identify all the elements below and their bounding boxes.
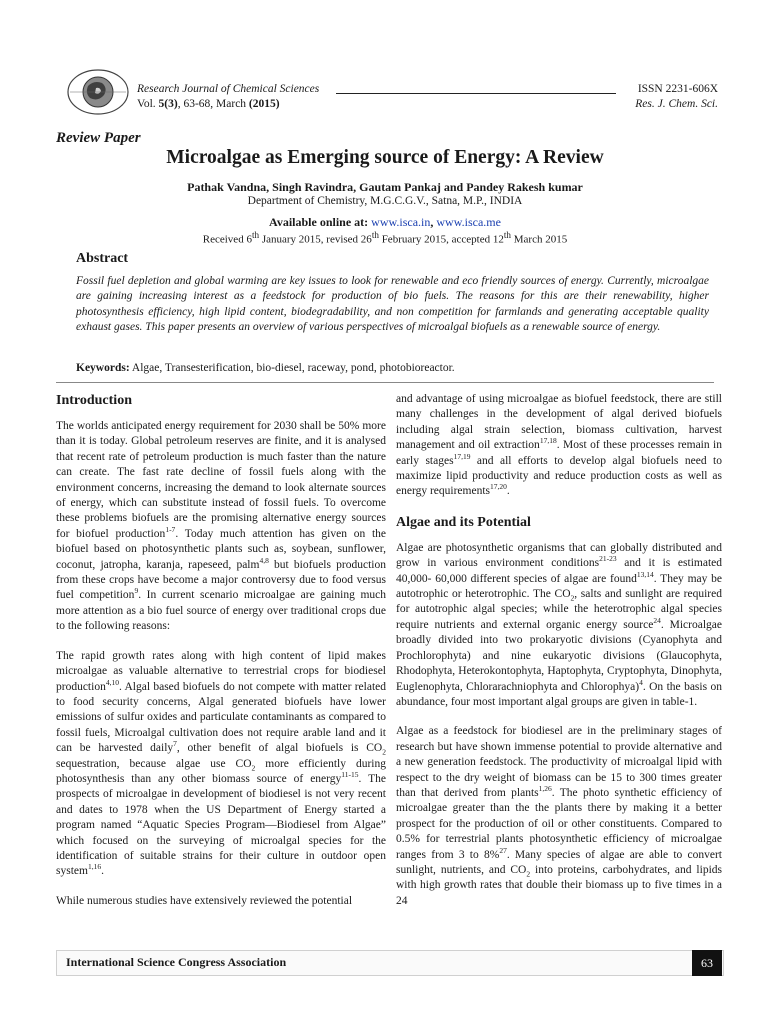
paper-title: Microalgae as Emerging source of Energy: A Review bbox=[166, 147, 604, 168]
url-link-in[interactable]: www.isca.in bbox=[371, 215, 431, 229]
journal-header-left bbox=[137, 82, 477, 112]
abstract-heading: Abstract bbox=[76, 251, 129, 266]
affiliation: Department of Chemistry, M.G.C.G.V., Satna, M.P., INDIA bbox=[247, 195, 523, 207]
intro-paragraph-1: The worlds anticipated energy requirement for 2030 shall be 50% more than it is today. Global petroleum reserves are finite, and it is analysed that recent rate of petroleum production is much faster than the nature can create. The fast rate decline of fossil fuels along with the environment concerns, increasing the demand to look alternate sources of energy, which can substitute instead of fossil fuels. To overcome these problems biofuels are the promising alternative energy sources for biofuel production$^{1-7}$. Today much attention has given on the biofuel based on photosynthetic plants such as, soybean, sunflower, coconut, jatropha, karanja, rapeseed, palm$^{4,8}$ but biofuels production from these crops have become a major controversy due to food versus fuel competition$^9$. In current scenario microalgae are gaining much more attention as a bio fuel source of energy over traditional crops due to the following reasons: bbox=[56, 420, 386, 633]
section-divider bbox=[56, 382, 714, 383]
accepted-sup: th bbox=[503, 230, 511, 240]
journal-header-right bbox=[498, 82, 718, 112]
abstract-text: Fossil fuel depletion and global warming are key issues to look for renewable and eco friendly sources of energy. Currently, microalgae are gaining increasing interest as a feedstock for production of bio fuels. The reasons for this are their renewability, higher photosynthesis efficiency, high lipid content, biodegradability, and non competition for farmlands and generating acceptable quality exhaust gases. This paper presents an overview of various perspectives of microalgal biofuels as a renewable source of energy. bbox=[76, 275, 709, 334]
right-paragraph-2: Algae are photosynthetic organisms that can globally distributed and grow in various environment conditions$^{21-23}$ and it is estimated 40,000- 60,000 different species of algae are found$^{13,14}$. They may be autotrophic or heterotrophic. The $CO_2$, salts and sunlight are required for autotrophic algal species; while the heterotrophic algal species require nutrients and external organic energy source$^{24}$. Microalgae broadly divided into two prokaryotic divisions (Cyanophyta and Prochlorophyta) and nine eukaryotic divisions (Glaucophyta, Rhodophyta, Heterokontophyta, Haptophyta, Cryptophyta, Dinophyta, Euglenophyta, Chlorarachniophyta and Chlorophya)$^4$. On the basis on abundance, four most important algal groups are given in table-1. bbox=[396, 541, 723, 708]
received-sup: th bbox=[251, 230, 260, 240]
accepted-date: March 2015 bbox=[511, 233, 568, 246]
pages: , 63-68, March bbox=[177, 98, 249, 110]
received-dates bbox=[0, 230, 770, 246]
issn: ISSN 2231-606X bbox=[637, 83, 718, 95]
right-paragraph-3: Algae as a feedstock for biodiesel are in the preliminary stages of research but have shown immense potential to provide alternative and a new generation feedstock. The productivity of microalgal lipid with respect to the dry weight of biomass can be 15 to 300 times greater than that derived from plants$^{1,26}$. The photo synthetic efficiency of microalgae greater than the the plants there by making it a better prospect for the production of oil or other constituents. Compared to 0.5% for terrestrial plants photosynthetic efficiency of microalgae ranges from 3 to 8%$^{27}$. Many species of algae are able to convert sunlight, nutrients, and $CO_2$ into proteins, carbohydrates, and lipids with high growth rates that double their biomass up to five times in a 24 bbox=[396, 725, 722, 907]
url-link-me[interactable]: www.isca.me bbox=[436, 215, 501, 229]
right-column bbox=[396, 392, 722, 923]
volume: 5(3) bbox=[158, 98, 178, 110]
available-label: Available online at: bbox=[269, 215, 372, 229]
year: (2015) bbox=[248, 98, 280, 110]
received-text: Received 6 bbox=[202, 233, 252, 246]
algae-potential-heading: Algae and its Potential bbox=[396, 514, 531, 530]
intro-paragraph-2: The rapid growth rates along with high content of lipid makes microalgae as valuable alternative to terrestrial crops for biodiesel production$^{4,10}$. Algal based biofuels do not compete with matter related to food security concerns, Algal generated biofuels have lower emissions of sulfur oxides and particulate contaminants as compared to fossil fuels, Microalgal cultivation does not require arable land and it can be harvested daily$^7$, other benefit of algal biofuels is $CO_2$ sequestration, because algae use $CO_2$ more efficiently during photosynthesis than any other biomass source of energy$^{11-15}$. The prospects of microalgae in development of biodiesel is not very recent and dates to 1978 when the US Department of Energy started a program named “Aquatic Species Program—Biodiesel from Algae” which focused on the surveying of microalgal species for the identification of suitable strains for their culture in outdoor open system$^{1,16}$. bbox=[56, 649, 386, 878]
volume-prefix: Vol. bbox=[137, 98, 159, 110]
footer-association: International Science Congress Association bbox=[66, 955, 287, 969]
accepted-text: February 2015, accepted 12 bbox=[378, 233, 504, 246]
revised-text: January 2015, revised 26 bbox=[259, 233, 372, 246]
intro-heading: Introduction bbox=[56, 393, 132, 408]
paper-type: Review Paper bbox=[56, 130, 141, 146]
authors: Pathak Vandna, Singh Ravindra, Gautam Pankaj and Pandey Rakesh kumar bbox=[187, 180, 583, 194]
journal-logo bbox=[66, 68, 130, 116]
journal-abbrev: Res. J. Chem. Sci. bbox=[635, 98, 718, 110]
revised-sup: th bbox=[371, 230, 379, 240]
keywords-label: Keywords: bbox=[76, 362, 130, 374]
intro-paragraph-3: While numerous studies have extensively reviewed the potential bbox=[56, 894, 353, 907]
left-column bbox=[56, 392, 386, 923]
journal-name: Research Journal of Chemical Sciences bbox=[137, 83, 320, 95]
right-paragraph-1: and advantage of using microalgae as biofuel feedstock, there are still many challenges in the development of algal derived biofuels including algal strain selection, biomass cultivation, harvest management and oil extraction$^{17,18}$. Most of these processes remain in early stages$^{17,19}$ and all efforts to develop algal biofuels need to maximize lipid productivity and reduce production costs as well as energy requirements$^{17,20}$. bbox=[396, 393, 723, 498]
keywords-list: Algae, Transesterification, bio-diesel, raceway, pond, photobioreactor. bbox=[129, 362, 455, 374]
keywords bbox=[76, 362, 709, 374]
availability: Available online at: www.isca.in, www.isca.me bbox=[269, 215, 501, 229]
page-number: 63 bbox=[692, 950, 722, 976]
